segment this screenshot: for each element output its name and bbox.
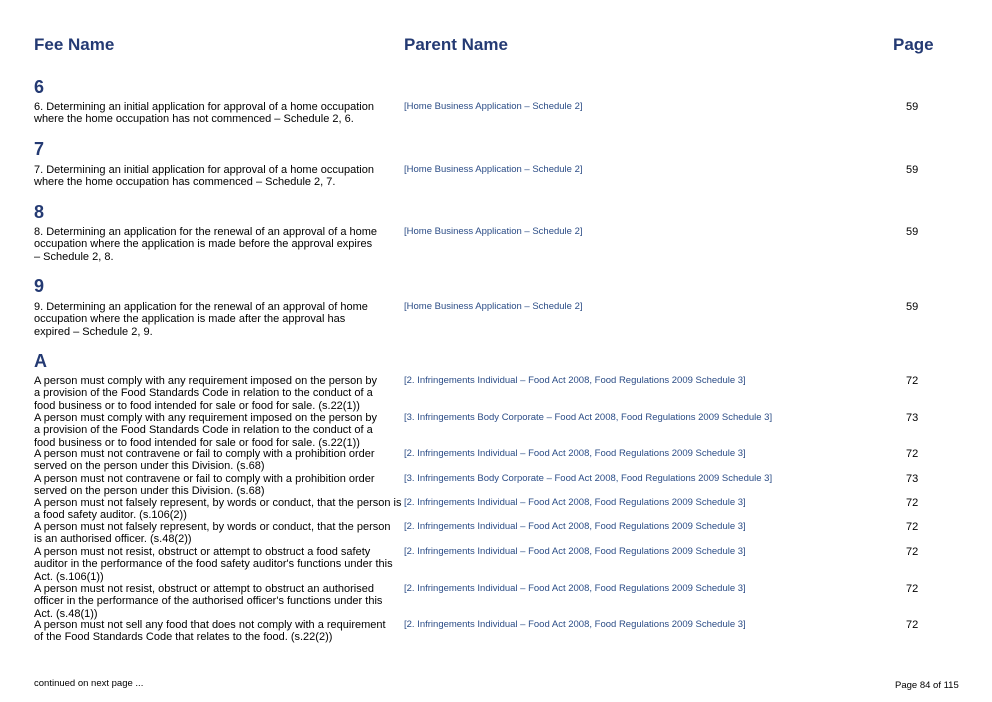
page-number: 72 [906,448,919,460]
page-number: 59 [906,101,919,113]
fee-name: A person must comply with any requirement imposed on the person by a provision of the Food Standards Code in relation to the conduct of a food business or to food intended for sale or food for sale. (s.22(1)) [34,375,378,412]
fee-name: A person must not falsely represent, by words or conduct, that the person is a food safety auditor. (s.106(2)) [34,497,402,522]
page-number: 72 [906,497,919,509]
continued-note: continued on next page ... [34,678,144,689]
parent-name: [3. Infringements Body Corporate – Food Act 2008, Food Regulations 2009 Schedule 3] [404,473,773,484]
page-header: Page [893,35,934,54]
section-heading: A [34,351,47,371]
parent-name: [3. Infringements Body Corporate – Food Act 2008, Food Regulations 2009 Schedule 3] [404,412,773,423]
fee-name: A person must not contravene or fail to comply with a prohibition order served on the person under this Division. (s.68) [34,473,375,498]
page-number: 59 [906,226,919,238]
fee-name: A person must not sell any food that does not comply with a requirement of the Food Standards Code that relates to the food. (s.22(2)) [34,619,386,644]
parent-name: [2. Infringements Individual – Food Act 2008, Food Regulations 2009 Schedule 3] [404,497,746,508]
page-number: 72 [906,546,919,558]
page-number: 72 [906,583,919,595]
parent-name: [2. Infringements Individual – Food Act 2008, Food Regulations 2009 Schedule 3] [404,583,746,594]
section-heading: 9 [34,276,45,296]
page-number: 72 [906,619,919,631]
parent-name: [2. Infringements Individual – Food Act 2008, Food Regulations 2009 Schedule 3] [404,448,746,459]
fee-name: 8. Determining an application for the renewal of an approval of a home occupation where the application is made before the approval expires – Schedule 2, 8. [34,226,378,263]
fee-name: 9. Determining an application for the renewal of an approval of home occupation where the application is made after the approval has expired – Schedule 2, 9. [34,301,368,338]
page-number: 59 [906,301,919,313]
parent-name: [2. Infringements Individual – Food Act 2008, Food Regulations 2009 Schedule 3] [404,375,746,386]
page-number: 73 [906,412,919,424]
fee-name: A person must not resist, obstruct or attempt to obstruct a food safety auditor in the performance of the food safety auditor's functions under this Act. (s.106(1)) [34,546,393,583]
parent-name: [2. Infringements Individual – Food Act 2008, Food Regulations 2009 Schedule 3] [404,546,746,557]
page-number: 73 [906,473,919,485]
fee-name: A person must not falsely represent, by words or conduct, that the person is an authorised officer. (s.48(2)) [34,521,391,546]
parent-name: [2. Infringements Individual – Food Act 2008, Food Regulations 2009 Schedule 3] [404,619,746,630]
parent-name: [Home Business Application – Schedule 2] [404,164,583,175]
page-number: 59 [906,164,919,176]
parent-name: [Home Business Application – Schedule 2] [404,301,583,312]
parent-name-header: Parent Name [404,35,508,54]
page-number: 72 [906,375,919,387]
section-heading: 8 [34,202,45,222]
fee-name: A person must not resist, obstruct or attempt to obstruct an authorised officer in the performance of the authorised officer's functions under this Act. (s.48(1)) [34,583,383,620]
fee-name: A person must comply with any requirement imposed on the person by a provision of the Food Standards Code in relation to the conduct of a food business or to food intended for sale or food for sale. (s.22(1)) [34,412,378,449]
fee-name: 7. Determining an initial application for approval of a home occupation where the home occupation has commenced – Schedule 2, 7. [34,164,374,189]
parent-name: [Home Business Application – Schedule 2] [404,226,583,237]
page-counter: Page 84 of 115 [895,680,959,691]
fee-name: 6. Determining an initial application for approval of a home occupation where the home occupation has not commenced – Schedule 2, 6. [34,101,374,126]
parent-name: [2. Infringements Individual – Food Act 2008, Food Regulations 2009 Schedule 3] [404,521,746,532]
page-number: 72 [906,521,919,533]
parent-name: [Home Business Application – Schedule 2] [404,101,583,112]
section-heading: 6 [34,77,45,97]
fee-name: A person must not contravene or fail to comply with a prohibition order served on the person under this Division. (s.68) [34,448,375,473]
section-heading: 7 [34,139,45,159]
fee-name-header: Fee Name [34,35,115,54]
